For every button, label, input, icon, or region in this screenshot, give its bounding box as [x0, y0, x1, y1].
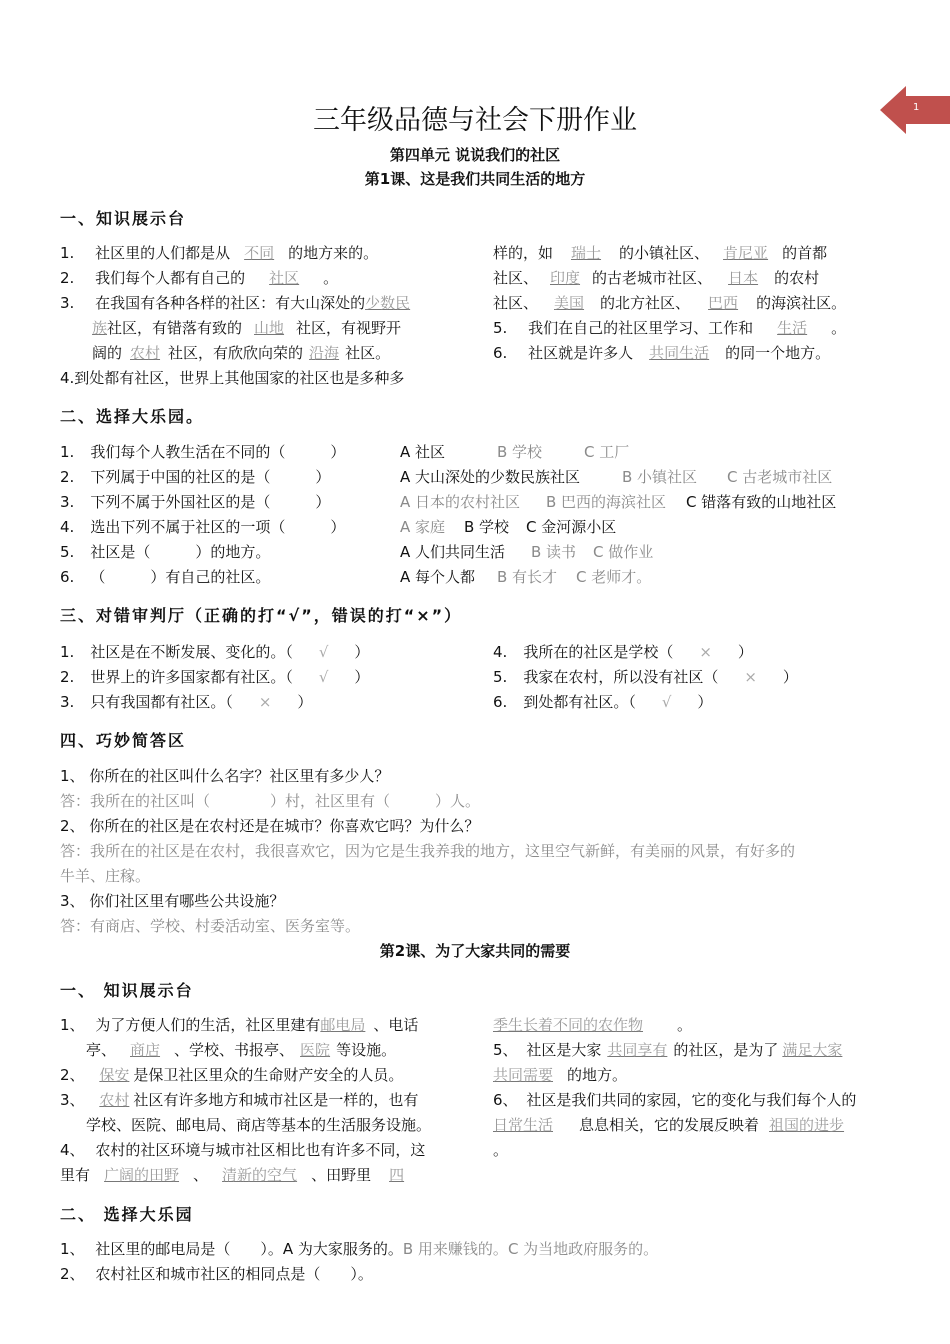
item-number: 1、: [60, 1016, 85, 1034]
s1-right-line2: [493, 267, 819, 288]
item-number: 4、: [60, 1141, 85, 1159]
question-text: 社区是在不断发展、变化的。（: [90, 643, 293, 661]
answer: 共同需要: [493, 1066, 554, 1084]
item-text: 的社区，是为了: [673, 1041, 779, 1059]
item-number: 2、: [60, 1066, 85, 1084]
item-number: 6.: [493, 693, 508, 711]
choice-option: B 巴西的海滨社区: [546, 493, 667, 511]
item-text: 社区，有欣欣向荣的: [168, 344, 304, 362]
item-number: 2、: [60, 1265, 85, 1283]
answer-2: 答：我所在的社区是在农村，我很喜欢它，因为它是生我养我的地方，这里空气新鲜，有美丽的风景，有好多的: [60, 842, 796, 860]
lesson2-title: 第2课、为了大家共同的需要: [379, 942, 571, 960]
item-text: 、: [193, 1166, 209, 1184]
item-text: 的北方社区、: [600, 294, 691, 312]
question-text: 我所在的社区是学校（: [523, 643, 674, 661]
answer: 四: [389, 1166, 405, 1184]
s5-item4-line2: [60, 1164, 404, 1185]
item-number: 3.: [60, 493, 75, 511]
item-number: 6、: [493, 1091, 518, 1109]
answer: 季生长着不同的农作物: [493, 1016, 644, 1034]
item-text: 的首都: [782, 244, 828, 262]
item-text: 在我国有各种各样的社区：有大山深处的: [95, 294, 366, 312]
answer-mark: √: [318, 643, 329, 661]
choice-question-row: [60, 441, 345, 462]
s1-item3-line2: [92, 317, 401, 338]
item-text: 为了方便人们的生活，社区里建有: [95, 1016, 321, 1034]
item-number: 1.: [60, 643, 75, 661]
answer-mark: √: [661, 693, 672, 711]
choice-option: A 每个人都: [400, 568, 476, 586]
item-text: ）: [297, 693, 313, 711]
item-number: 2.: [60, 269, 75, 287]
item-number: 4.: [60, 518, 75, 536]
answer-3: 答：有商店、学校、村委活动室、医务室等。: [60, 917, 361, 935]
answer: 社区: [269, 269, 300, 287]
s1-right-line3: [493, 292, 846, 313]
section1-heading: 一、知识展示台: [60, 209, 187, 228]
section2-heading: 二、选择大乐园。: [60, 407, 205, 426]
item-text: 社区有许多地方和城市社区是一样的，也有: [133, 1091, 419, 1109]
question-text: （ ）有自己的社区。: [90, 568, 271, 586]
answer: 美国: [554, 294, 585, 312]
answer: 瑞士: [571, 244, 602, 262]
item-text: 亭、: [86, 1041, 117, 1059]
item-number: 6.: [60, 568, 75, 586]
answer: 商店: [130, 1041, 161, 1059]
choice-option: B 有长才: [497, 568, 558, 586]
true-false-row: [60, 691, 312, 712]
true-false-row: [493, 666, 798, 687]
answer: 巴西: [708, 294, 739, 312]
answer: 祖国的进步: [769, 1116, 845, 1134]
option-c: C 为当地政府服务的。: [507, 1240, 659, 1258]
answer: 保安: [99, 1066, 130, 1084]
item-text: 社区里的人们都是从: [95, 244, 231, 262]
answer-2-cont: 牛羊、庄稼。: [60, 867, 151, 885]
answer: 农村: [99, 1091, 130, 1109]
answer: 共同享有: [607, 1041, 668, 1059]
choice-question-row: [60, 516, 345, 537]
item-number: 2.: [60, 668, 75, 686]
item-text: 的同一个地方。: [725, 344, 831, 362]
s1-right-line1: [493, 242, 827, 263]
item-text: 。: [831, 319, 847, 337]
item-text: 社区里的邮电局是（ ）。: [95, 1240, 283, 1258]
section6-heading: 二、 选择大乐园: [60, 1205, 194, 1224]
question-text: 社区是（ ）的地方。: [90, 543, 271, 561]
answer: 清新的空气: [222, 1166, 298, 1184]
item-text: 农村社区和城市社区的相同点是（ ）。: [95, 1265, 373, 1283]
answer: 生活: [777, 319, 808, 337]
item-text: 、电话: [373, 1016, 419, 1034]
answer-mark: ×: [744, 668, 757, 686]
item-text: 的地方。: [567, 1066, 628, 1084]
item-text: ）: [354, 668, 370, 686]
item-number: 5、: [493, 1041, 518, 1059]
item-text: 的古老城市社区、: [592, 269, 713, 287]
answer-1: 答：我所在的社区叫（ ）村，社区里有（ ）人。: [60, 792, 481, 810]
s5-item6-line2: [493, 1114, 844, 1135]
s1-item3: [60, 292, 410, 313]
item-text: 社区是大家: [526, 1041, 602, 1059]
choice-question-row: [60, 466, 330, 487]
answer: 印度: [550, 269, 581, 287]
item-text: 的地方来的。: [288, 244, 379, 262]
item-text: ）: [697, 693, 713, 711]
choice-option: B 学校: [497, 443, 543, 461]
option-a: A 为大家服务的。: [282, 1240, 403, 1258]
s6-question1: [60, 1238, 658, 1259]
s5-item1-line2: [86, 1039, 396, 1060]
item-number: 3.: [60, 693, 75, 711]
s5-item6-line3: 。: [493, 1141, 509, 1159]
question-text: 我家在农村，所以没有社区（: [523, 668, 719, 686]
answer-mark: ×: [258, 693, 272, 711]
item-text: 的海滨社区。: [756, 294, 847, 312]
page-number: 1: [913, 102, 920, 113]
choice-option: A 家庭: [400, 518, 446, 536]
choice-option: A 日本的农村社区: [400, 493, 521, 511]
option-b: B 用来赚钱的。: [402, 1240, 508, 1258]
s6-question2: [60, 1263, 373, 1284]
item-number: 6.: [493, 344, 508, 362]
s5-item2: [60, 1064, 403, 1085]
item-text: 我们每个人都有自己的: [95, 269, 246, 287]
choice-option: B 小镇社区: [622, 468, 698, 486]
question-text: 我们每个人教生活在不同的（ ）: [90, 443, 346, 461]
answer: 不同: [244, 244, 275, 262]
true-false-row: [60, 641, 369, 662]
answer: 肯尼亚: [723, 244, 769, 262]
answer: 沿海: [309, 344, 340, 362]
answer-mark: ×: [699, 643, 712, 661]
s1-item3-line3: [92, 342, 390, 363]
s5-item3: [60, 1089, 418, 1110]
question-text: 世界上的许多国家都有社区。（: [90, 668, 293, 686]
question-2: 2、 你所在的社区是在农村还是在城市？你喜欢它吗？为什么？: [60, 817, 480, 835]
s5-item3-line2: 学校、医院、邮电局、商店等基本的生活服务设施。: [86, 1116, 432, 1134]
item-number: 5.: [60, 543, 75, 561]
question-text: 下列属于中国的社区的是（ ）: [90, 468, 331, 486]
s1-item4: 4.到处都有社区，世界上其他国家的社区也是多种多: [60, 369, 405, 387]
page-title: 三年级品德与社会下册作业: [313, 105, 637, 136]
answer: 山地: [254, 319, 285, 337]
item-text: 社区就是许多人: [528, 344, 634, 362]
choice-question-row: [60, 541, 270, 562]
answer-mark: √: [318, 668, 329, 686]
answer: 族: [92, 319, 108, 337]
choice-option: C 错落有致的山地社区: [686, 493, 837, 511]
item-text: 社区，有错落有致的: [107, 319, 243, 337]
question-text: 到处都有社区。（: [523, 693, 636, 711]
answer: 日常生活: [493, 1116, 554, 1134]
choice-option: B 学校: [464, 518, 510, 536]
s5-item4: [60, 1139, 425, 1160]
s5-item6: [493, 1089, 856, 1110]
item-number: 3.: [60, 294, 75, 312]
choice-option: A 社区: [400, 443, 446, 461]
item-text: 社区是我们共同的家园，它的变化与我们每个人的: [526, 1091, 857, 1109]
s1-item6: [493, 342, 830, 363]
item-text: 社区、: [493, 294, 539, 312]
answer: 广阔的田野: [104, 1166, 180, 1184]
item-text: 。: [677, 1016, 693, 1034]
item-text: 是保卫社区里众的生命财产安全的人员。: [133, 1066, 404, 1084]
answer: 少数民: [365, 294, 411, 312]
unit-title: 第四单元 说说我们的社区: [389, 146, 561, 164]
question-text: 选出下列不属于社区的一项（ ）: [90, 518, 346, 536]
item-text: 我们在自己的社区里学习、工作和: [528, 319, 754, 337]
choice-option: A 人们共同生活: [400, 543, 506, 561]
item-text: 农村的社区环境与城市社区相比也有许多不同，这: [95, 1141, 426, 1159]
s1-item2: [60, 267, 338, 288]
true-false-row: [493, 641, 753, 662]
item-text: 阔的: [92, 344, 123, 362]
item-text: 社区，有视野开: [296, 319, 402, 337]
choice-option: C 工厂: [584, 443, 630, 461]
choice-option: C 老师才。: [576, 568, 652, 586]
item-text: ）: [737, 643, 753, 661]
item-number: 1.: [60, 244, 75, 262]
item-number: 4.: [493, 643, 508, 661]
question-1: 1、 你所在的社区叫什么名字？社区里有多少人？: [60, 767, 390, 785]
item-text: 。: [323, 269, 339, 287]
item-text: 里有: [60, 1166, 91, 1184]
item-text: 、学校、书报亭、: [174, 1041, 295, 1059]
choice-question-row: [60, 491, 330, 512]
item-text: 社区、: [493, 269, 539, 287]
section5-heading: 一、 知识展示台: [60, 981, 194, 1000]
item-text: 的小镇社区、: [619, 244, 710, 262]
item-text: 息息相关，它的发展反映着: [579, 1116, 760, 1134]
question-text: 下列不属于外国社区的是（ ）: [90, 493, 331, 511]
question-text: 只有我国都有社区。（: [90, 693, 233, 711]
item-number: 1.: [60, 443, 75, 461]
item-text: 的农村: [774, 269, 820, 287]
choice-option: C 做作业: [593, 543, 654, 561]
s1-item1: [60, 242, 378, 263]
choice-option: B 读书: [531, 543, 577, 561]
answer: 共同生活: [649, 344, 710, 362]
item-number: 1、: [60, 1240, 85, 1258]
item-text: ）: [782, 668, 798, 686]
item-number: 2.: [60, 468, 75, 486]
choice-option: C 金河源小区: [526, 518, 617, 536]
answer: 邮电局: [320, 1016, 366, 1034]
s5-item1: [60, 1014, 418, 1035]
true-false-row: [493, 691, 712, 712]
item-number: 5.: [493, 319, 508, 337]
item-text: 样的，如: [493, 244, 554, 262]
item-number: 5.: [493, 668, 508, 686]
question-3: 3、 你们社区里有哪些公共设施？: [60, 892, 285, 910]
answer: 日本: [728, 269, 759, 287]
choice-question-row: [60, 566, 270, 587]
section3-heading: 三、对错审判厅（正确的打“√”，错误的打“×”）: [60, 606, 463, 625]
answer: 医院: [300, 1041, 331, 1059]
section4-heading: 四、巧妙简答区: [60, 731, 187, 750]
item-text: 社区。: [345, 344, 391, 362]
s5-right-line1: [493, 1014, 692, 1035]
lesson1-title: 第1课、这是我们共同生活的地方: [364, 170, 586, 188]
answer: 满足大家: [782, 1041, 843, 1059]
item-text: ）: [354, 643, 370, 661]
s5-item5: [493, 1039, 842, 1060]
s1-item5: [493, 317, 846, 338]
item-text: 、田野里: [311, 1166, 372, 1184]
s5-item5-line2: [493, 1064, 627, 1085]
choice-option: A 大山深处的少数民族社区: [400, 468, 581, 486]
item-text: 等设施。: [336, 1041, 397, 1059]
true-false-row: [60, 666, 369, 687]
choice-option: C 古老城市社区: [727, 468, 833, 486]
item-number: 3、: [60, 1091, 85, 1109]
answer: 农村: [130, 344, 161, 362]
